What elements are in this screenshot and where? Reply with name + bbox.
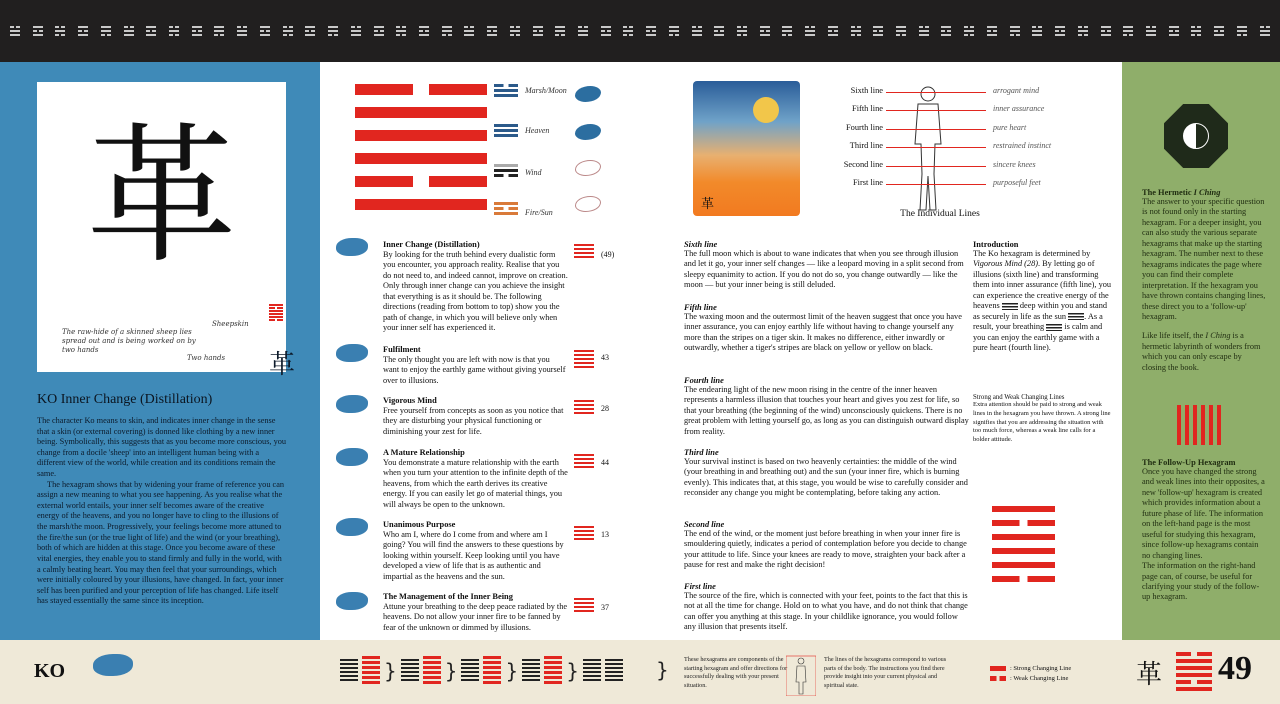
trigram-wind [494,164,518,179]
trigram-icon [1032,26,1042,36]
card-hexagram-icon [269,304,283,326]
strong-weak-title: Strong and Weak Changing Lines [973,394,1065,401]
trigram-icon [237,26,247,36]
big-character: 革 [86,110,237,284]
mini-hexagram [461,659,479,683]
strong-weak-text: Extra attention should be paid to strong and weak lines in the hexagram you have thrown. A strong line signifies that you are addressing the situation with too much force, whereas a weak line calls for a bolder attitude. [973,401,1111,444]
entry-text: By looking for the truth behind every dualistic form you encounter, you approach reality. Realise that you do not need to, and indeed cannot, improve on creation. Only through inner change can you achieve the insight that everything is as it should be. The following directions (reading from bottom to top) show you the path of change, in which you will believe only when your inner self has experienced it. [383,250,568,333]
entry-icon [336,448,368,466]
entry-hexagram [574,526,594,542]
wind-trigram-icon [1046,324,1062,331]
middle-panel [320,62,1122,640]
trigram-icon [10,26,20,36]
bottom-strip [0,640,1280,704]
line-label: First line [852,178,883,187]
hermetic-title: The Hermetic I Ching [1142,188,1221,197]
entry-title: The Management of the Inner Being [383,592,513,601]
entry-page-number: (49) [601,250,615,259]
mini-hexagram [340,659,358,683]
line-heading: Fourth line [684,376,724,385]
main-hexagram [355,84,487,222]
line-commentary [684,582,970,633]
entry-text: Free yourself from concepts as soon as you notice that they are disturbing your physical functioning or diminishing your zest for life. [383,406,564,436]
followup-title: The Follow-Up Hexagram [1142,458,1236,467]
caption-hands: Two hands [187,354,226,362]
hexagram-name: KO [34,660,66,682]
trigram-icon [578,26,588,36]
line-quality: restrained instinct [993,141,1052,150]
trigram-icon [941,26,951,36]
entry-title: Vigorous Mind [383,396,437,405]
entry-hexagram [574,350,594,370]
character-card [37,82,296,380]
fire-icon [575,196,601,212]
mini-hexagram [401,659,419,683]
bottom-hexagram [1176,652,1212,694]
line-text: The waxing moon and the outermost limit of the heaven suggest that once you have inner assurance, you can enjoy earthly life without having to change yourself any more than the stripes on a tiger skin. It makes no difference, either inwardly or outwardly, whether a tiger's stripes are black on yellow or yellow on black. [684,312,962,353]
line-marker [886,92,986,93]
line-heading: Fifth line [684,303,717,312]
follow-up-hexagram [992,506,1055,590]
line-text: The end of the wind, or the moment just before breathing in when your inner fire is smouldering quietly, indicates a period of contemplation before you decide to change your attitude to life. Since your knees are ready to move, straighten your back after a pause for rest and make the right decision! [684,529,967,570]
trigram-label-wind: Wind [525,168,542,177]
caption-sheepskin: Sheepskin [212,320,249,328]
strong-weak-note [973,394,1113,445]
trigram-icon [1055,26,1065,36]
entry-icon [336,395,368,413]
followup-text: Once you have changed the strong and weak lines into their opposites, a new 'follow-up' hexagram is created which provides information about a future phase of life. The information on the left-hand page is the most useful for studying this hexagram, since follow-up hexagrams contain no changing lines. [1142,467,1265,560]
trigram-icon [305,26,315,36]
trigram-icon [374,26,384,36]
trigram-icon [896,26,906,36]
caption-main: The raw-hide of a skinned sheep lies spread out and is being worked on by two hands [62,328,196,355]
trigram-icon [1237,26,1247,36]
line-label: Third line [849,141,883,150]
line-text: The endearing light of the new moon rising in the centre of the inner heaven represents a harmless illusion that touches your heart and gives you zest for life, so that your breathing (the beginning of the wind) unconsciously quickens. There is no great problem with letting yourself go, as long as you can distinguish outward display from reality. [684,385,969,436]
line-commentary [684,448,970,499]
left-para-1: The character Ko means to skin, and indicates inner change in the sense that a skin (or external covering) is donned like clothing by a new inner being. Symbolically, this suggests that as you become more conscious, you change from a docile 'sheep' into an intelligent human being with a different view of the world, while creation and its conditions remain the same. [37,416,287,479]
trigram-icon [55,26,65,36]
wind-icon [575,160,601,176]
trigram-icon [1191,26,1201,36]
trigram-icon [78,26,88,36]
bagua-icon [1164,104,1228,168]
entry-unanimous-purpose [383,520,568,582]
line-heading: First line [684,582,716,591]
trigram-icon [533,26,543,36]
brace-icon: } [566,659,579,683]
changing-line-legend: : Strong Changing Line : Weak Changing Line [990,664,1071,685]
entry-management-inner-being [383,592,568,633]
yin-yang-icon [1183,123,1209,149]
line-quality: purposeful feet [993,178,1041,187]
entry-mature-relationship [383,448,568,510]
trigram-fire [494,202,518,217]
entry-hexagram [574,454,594,470]
moon-icon [753,97,779,123]
trigram-marsh [494,84,518,99]
fire-trigram-icon [1068,313,1084,320]
trigram-icon [646,26,656,36]
line-marker [886,184,986,185]
line-commentary [684,303,970,354]
trigram-icon [1010,26,1020,36]
trigram-icon [828,26,838,36]
trigram-icon [1123,26,1133,36]
trigram-icon [192,26,202,36]
entry-icon [336,344,368,362]
moon-icon [575,86,601,102]
trigram-icon [351,26,361,36]
entry-icon [336,592,368,610]
trigram-label-marsh: Marsh/Moon [525,86,567,95]
line-quality: inner assurance [993,104,1045,113]
mini-hexagram-red [423,656,441,686]
entry-hexagram [574,400,594,416]
line-quality: pure heart [993,123,1027,132]
trigram-icon [214,26,224,36]
line-label: Sixth line [850,86,883,95]
trigram-label-heaven: Heaven [525,126,550,135]
trigram-icon [442,26,452,36]
mini-hexagram-red [483,656,501,686]
trigram-icon [873,26,883,36]
trigram-icon [487,26,497,36]
trigram-icon [464,26,474,36]
trigram-icon [169,26,179,36]
labyrinth-text: Like life itself, the I Ching is a hermetic labyrinth of wonders from which you can only escape by closing the book. [1142,331,1261,372]
trigram-icon [714,26,724,36]
top-trigram-strip [0,0,1280,62]
left-blue-panel [0,62,320,640]
line-heading: Third line [684,448,719,457]
hexagram-flow [340,656,623,686]
trigram-icon [260,26,270,36]
trigram-icon [101,26,111,36]
trigram-icon [851,26,861,36]
trigram-icon [396,26,406,36]
mini-hexagram [522,659,540,683]
trigram-icon [805,26,815,36]
line-marker [886,110,986,111]
small-character: 革 [269,350,296,380]
trigram-heaven [494,124,518,139]
line-label: Second line [843,160,883,169]
entry-page-number: 44 [601,458,609,467]
heaven-icon [575,124,601,140]
entry-text: Attune your breathing to the deep peace radiated by the heavens. Do not allow your inner fire to be fanned by fear of the unknown or dimmed by illusions. [383,602,568,632]
trigram-icon [328,26,338,36]
mini-hexagram [605,659,623,683]
entry-icon [336,238,368,256]
line-commentary [684,376,970,437]
entry-hexagram [574,244,594,260]
body-lines-icon [786,654,816,696]
page-number: 49 [1218,650,1252,687]
entry-page-number: 43 [601,353,609,362]
line-text: The full moon which is about to wane indicates that when you see through illusion and let it go, your inner self changes — like a leopard moving in a split second from sleepy equanimity to action. If you do not do so, you change outwardly — like the moon — but your inner being is still deluded. [684,249,964,290]
line-quality: sincere knees [993,160,1036,169]
entry-icon [336,518,368,536]
intro-title: Introduction [973,240,1019,249]
trigram-icon [987,26,997,36]
trigram-icon [555,26,565,36]
mini-hexagram-red [544,656,562,686]
mini-hexagram [583,659,601,683]
followup-section [1142,458,1267,603]
trigram-icon [1101,26,1111,36]
trigram-icon [919,26,929,36]
trigram-icon [1260,26,1270,36]
right-green-panel [1122,62,1280,640]
trigram-icon [1214,26,1224,36]
trigram-icon [1169,26,1179,36]
entry-title: A Mature Relationship [383,448,465,457]
heaven-trigram-icon [1002,303,1018,310]
hermetic-section [1142,188,1267,373]
entry-vigorous-mind [383,396,568,437]
brace-icon: } [656,658,669,682]
brace-icon: } [444,659,458,683]
introduction [973,240,1113,354]
entry-title: Inner Change (Distillation) [383,240,480,249]
trigram-icon [419,26,429,36]
trigram-icon [782,26,792,36]
entry-hexagram [574,598,594,614]
page-title: KO Inner Change (Distillation) [37,392,213,407]
line-text: Your survival instinct is based on two heavenly certainties: the middle of the wind (your breathing in and breathing out) and the sun (your inner fire, which is burning evenly). This indicates that, at this stage, you would be wise to carefully consider and reconsider any change you might be contemplating, before taking any action. [684,457,968,498]
brace-icon: } [505,659,519,683]
trigram-icon [669,26,679,36]
entry-text: The only thought you are left with now is that you want to enjoy the earthly game without giving yourself over to illusions. [383,355,566,385]
trigram-icon [623,26,633,36]
entry-page-number: 37 [601,603,609,612]
trigram-icon [692,26,702,36]
hermetic-text: The answer to your specific question is not found only in the starting hexagram. For a deeper insight, you can also study the various separate hexagrams that make up the starting hexagram. The number next to these hexagrams indicates the page where you can find their complete interpretation. If the hexagram you have thrown contains changing lines, these direct you to a 'follow-up' hexagram. [1142,197,1266,321]
trigram-icon [964,26,974,36]
illustration-character: 革 [701,197,715,212]
followup-text-2: The information on the right-hand page can, of course, be useful for clarifying your study of the follow-up hexagram. [1142,561,1260,602]
trigram-icon [601,26,611,36]
trigram-icon [510,26,520,36]
individual-lines-title: The Individual Lines [900,209,980,219]
bottom-character: 革 [1136,660,1163,690]
changing-lines-icon [1177,405,1221,445]
left-body [37,416,287,607]
entry-title: Unanimous Purpose [383,520,456,529]
line-heading: Sixth line [684,240,718,249]
trigram-icon [737,26,747,36]
brace-icon: } [384,659,397,683]
line-commentary [684,520,970,571]
line-quality: arrogant mind [993,86,1040,95]
line-marker [886,129,986,130]
line-label: Fifth line [852,104,883,113]
trigram-icon [760,26,770,36]
scroll-illustration [693,81,800,216]
bottom-note-lines: The lines of the hexagrams correspond to various parts of the body. The instructions you find there provide insight into your current physical and spiritual state. [824,656,947,690]
left-para-2: The hexagram shows that by widening your frame of reference you can assign a new meaning to what you see happening. As you realise what the external world entails, your inner self becomes aware of the creative energy of the heavens, and you no longer have to cling to the illusions of the marsh/the moon. Progressively, your feelings become more attuned to the fire/the sun (or the true light of life) and the wind (or your breathing), both of which are hidden at this stage. Once you become aware of these vital energies, they enable you to stand firmly and fully in the world, with a calmly beating heart. You may then feel that your surroundings, which were initially coloured by your illusions, have changed. In fact, your inner self has been purified and your perception of life has changed. Life itself has stayed essentially the same since its inception. [37,479,285,606]
moon-icon [93,654,133,676]
trigram-icon [283,26,293,36]
entry-text: Who am I, where do I come from and where am I going? You will find the answers to these questions by looking within yourself. Keep looking until you have developed a view of life that is as authentic and impartial as the heavens and the sun. [383,530,564,581]
mini-hexagram-red [362,656,380,686]
trigram-icon [146,26,156,36]
entry-title: Fulfilment [383,345,421,354]
line-marker [886,147,986,148]
trigram-icon [1146,26,1156,36]
human-figure-icon [908,84,948,214]
line-commentary [684,240,970,291]
line-heading: Second line [684,520,725,529]
line-text: The source of the fire, which is connected with your feet, points to the fact that this is not at all the time for change. Hold on to what you have, and do not think that change can offer you anything at this stage. In your childlike ignorance, you would follow any illusion that presents itself. [684,591,968,632]
entry-page-number: 13 [601,530,609,539]
bottom-note-components: These hexagrams are components of the starting hexagram and offer directions for successfully dealing with your present situation. [684,656,788,690]
line-label: Fourth line [846,123,883,132]
trigram-icon [124,26,134,36]
trigram-icon [33,26,43,36]
line-marker [886,166,986,167]
trigram-label-fire: Fire/Sun [525,208,553,217]
entry-fulfilment [383,345,568,386]
entry-page-number: 28 [601,404,609,413]
trigram-icon [1078,26,1088,36]
intro-text: The Ko hexagram is determined by Vigorous Mind (28). By letting go of illusions (sixth line) and transforming them into inner assurance (fifth line), you can experience the creative energy of the heavens deep within you and stand as securely in life as the sun . As a result, your breathing is calm and you can enjoy the earthly game with a pure heart (fourth line). [973,249,1112,353]
entry-inner-change [383,240,568,334]
entry-text: You demonstrate a mature relationship with the earth when you turn your attention to the infinite depth of the heavens, from which the earth derives its creative energy. If you can easily let go of material things, you will always be open to the unknown. [383,458,568,509]
